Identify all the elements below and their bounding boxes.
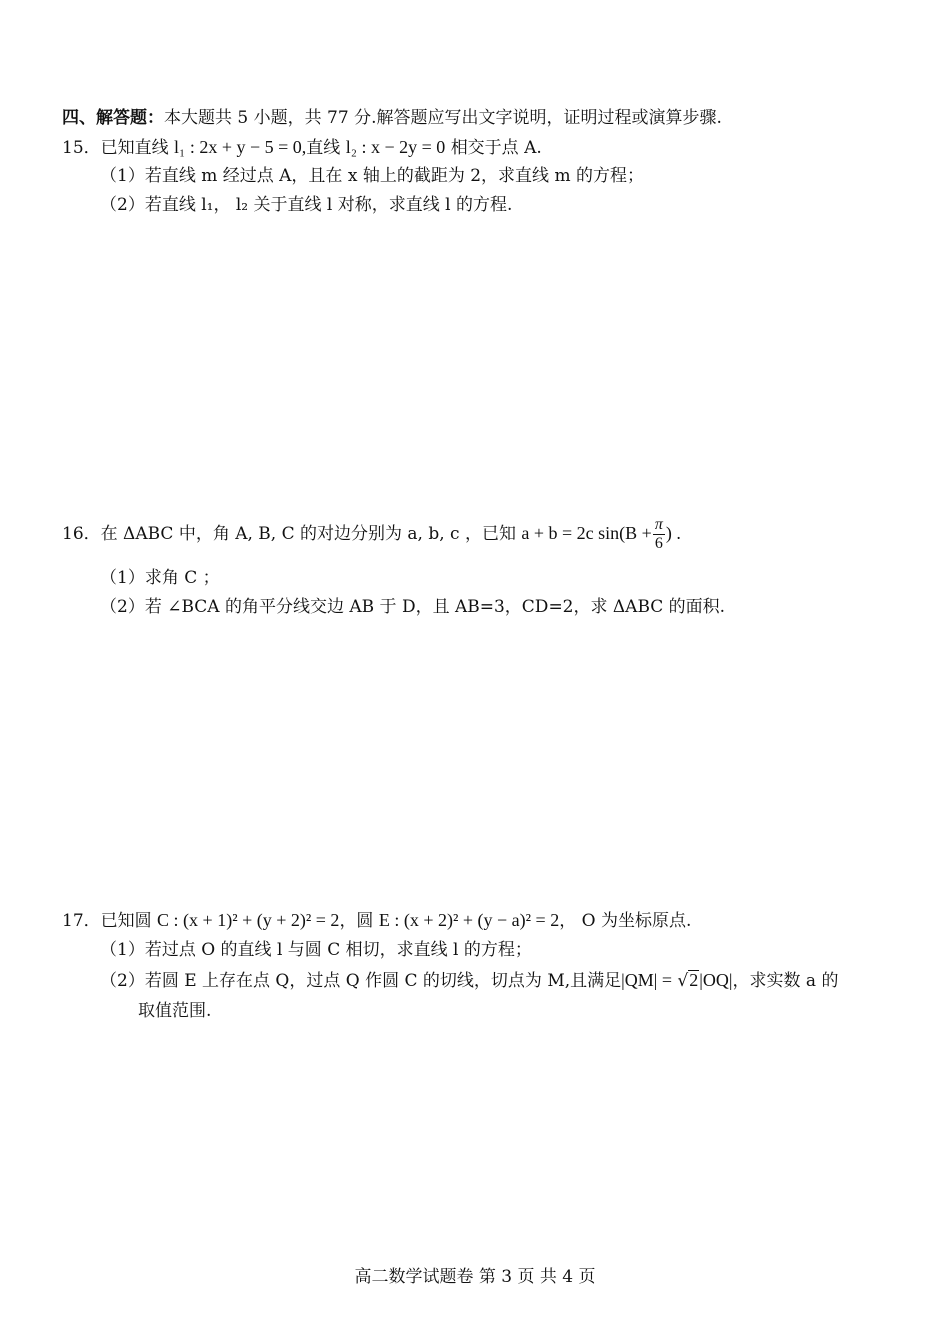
problem-number: 17． bbox=[62, 911, 101, 931]
pi-over-six-fraction bbox=[653, 516, 665, 553]
problem-15-stem bbox=[62, 137, 542, 158]
given-equation: a + b = 2c sin(B + bbox=[521, 523, 652, 543]
given-equation-end: ) . bbox=[665, 523, 681, 543]
line-l2-equation: l₂ : x − 2y = 0 bbox=[345, 137, 446, 157]
page-footer: 高二数学试题卷 第 3 页 共 4 页 bbox=[354, 1267, 596, 1287]
stem-text: 相交于点 A. bbox=[450, 138, 542, 158]
part-2-suffix: ，求实数 a 的 bbox=[732, 971, 839, 991]
condition-right: |OQ| bbox=[699, 970, 733, 990]
fraction-denominator: 6 bbox=[654, 535, 663, 552]
part-2-text: （2）若圆 E 上存在点 Q，过点 Q 作圆 C 的切线，切点为 M,且满足 bbox=[100, 971, 622, 991]
problem-17-stem bbox=[62, 910, 691, 931]
condition-left: |QM| = bbox=[621, 970, 673, 990]
stem-text: 在 ΔABC 中，角 A, B, C 的对边分别为 a, b, c ，已知 bbox=[100, 524, 516, 544]
problem-17-part-2: （2）若圆 E 上存在点 Q，过点 Q 作圆 C 的切线，切点为 M,且满足|QM| = √2|OQ|，求实数 a 的 bbox=[100, 970, 839, 991]
fraction-numerator: π bbox=[654, 516, 663, 533]
problem-number: 15． bbox=[62, 138, 101, 158]
problem-number: 16． bbox=[62, 524, 101, 544]
problem-16-part-2: （2）若 ∠BCA 的角平分线交边 AB 于 D，且 AB=3，CD=2，求 ΔABC 的面积. bbox=[100, 597, 726, 617]
problem-17-part-2-continuation: 取值范围. bbox=[138, 1001, 212, 1021]
problem-16-part-1: （1）求角 C ； bbox=[100, 568, 220, 588]
stem-text: 已知圆 bbox=[100, 911, 152, 931]
circle-c-equation: C : (x + 1)² + (y + 2)² = 2 bbox=[157, 910, 340, 930]
problem-16-stem bbox=[62, 515, 681, 553]
problem-15-part-2: （2）若直线 l₁， l₂ 关于直线 l 对称，求直线 l 的方程. bbox=[100, 195, 513, 215]
circle-e-equation: E : (x + 2)² + (y − a)² = 2 bbox=[378, 910, 560, 930]
section-title: 四、解答题： bbox=[62, 108, 164, 128]
problem-17-part-1: （1）若过点 O 的直线 l 与圆 C 相切，求直线 l 的方程； bbox=[100, 940, 532, 960]
section-instructions: 本大题共 5 小题，共 77 分.解答题应写出文字说明，证明过程或演算步骤. bbox=[164, 108, 722, 128]
sqrt-radicand: 2 bbox=[689, 970, 699, 990]
section-header bbox=[62, 108, 722, 128]
stem-text: 已知直线 bbox=[100, 138, 169, 158]
problem-15-part-1: （1）若直线 m 经过点 A，且在 x 轴上的截距为 2，求直线 m 的方程； bbox=[100, 166, 644, 186]
stem-text: 直线 bbox=[306, 138, 341, 158]
line-l1-equation: l₁ : 2x + y − 5 = 0, bbox=[174, 137, 307, 157]
stem-text: ，圆 bbox=[339, 911, 374, 931]
stem-text: ， O 为坐标原点. bbox=[559, 911, 692, 931]
